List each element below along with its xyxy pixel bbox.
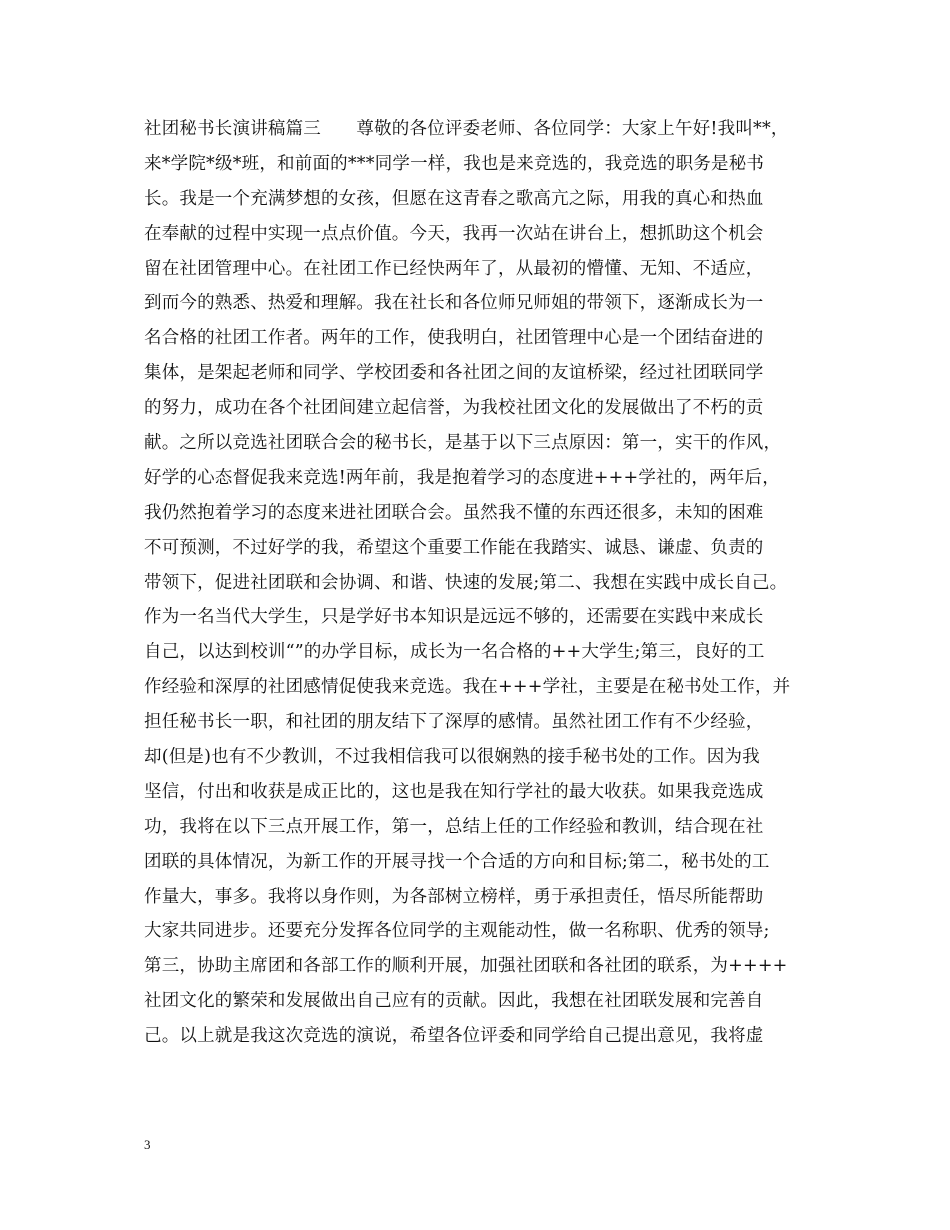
text-line: 担任秘书长一职，和社团的朋友结下了深厚的感情。虽然社团工作有不少经验， [144,712,764,733]
text-line: 自己，以达到校训“”的办学目标，成长为一名合格的++大学生;第三，良好的工 [144,642,765,663]
text-line: 带领下，促进社团联和会协调、和谐、快速的发展;第二、我想在实践中成长自己。 [144,572,788,593]
text-line: 献。之所以竞选社团联合会的秘书长，是基于以下三点原因：第一，实干的作风， [144,433,782,454]
text-line: 作经验和深厚的社团感情促使我来竞选。我在+++学社，主要是在秘书处工作，并 [144,677,791,698]
text-line: 社团文化的繁荣和发展做出自己应有的贡献。因此，我想在社团联发展和完善自 [144,991,764,1012]
text-line: 在奉献的过程中实现一点点价值。今天，我再一次站在讲台上，想抓助这个机会 [144,223,764,244]
text-line: 留在社团管理中心。在社团工作已经快两年了，从最初的懵懂、无知、不适应， [144,258,764,279]
text-line: 的努力，成功在各个社团间建立起信誉，为我校社团文化的发展做出了不朽的贡 [144,398,764,419]
text-line: 己。以上就是我这次竞选的演说，希望各位评委和同学给自己提出意见，我将虚 [144,1026,764,1047]
text-line: 长。我是一个充满梦想的女孩，但愿在这青春之歌高亢之际，用我的真心和热血 [144,188,764,209]
text-line: 作量大，事多。我将以身作则，为各部树立榜样，勇于承担责任，悟尽所能帮助 [144,886,764,907]
text-line: 功，我将在以下三点开展工作，第一，总结上任的工作经验和教训，结合现在社 [144,816,764,837]
text-line: 第三，协助主席团和各部工作的顺利开展，加强社团联和各社团的联系，为++++ [144,956,788,977]
text-line: 团联的具体情况，为新工作的开展寻找一个合适的方向和目标;第二，秘书处的工 [144,851,770,872]
text-line: 社团秘书长演讲稿篇三 尊敬的各位评委老师、各位同学：大家上午好!我叫**， [144,119,789,139]
text-line: 我仍然抱着学习的态度来进社团联合会。虽然我不懂的东西还很多，未知的困难 [144,502,764,523]
text-line: 到而今的熟悉、热爱和理解。我在社长和各位师兄师姐的带领下，逐渐成长为一 [144,293,764,314]
page-number: 3 [144,1137,151,1152]
text-line: 好学的心态督促我来竞选!两年前，我是抱着学习的态度进+++学社的，两年后， [144,467,780,488]
text-line: 坚信，付出和收获是成正比的，这也是我在知行学社的最大收获。如果我竞选成 [144,781,764,802]
text-line: 来*学院*级*班，和前面的***同学一样，我也是来竞选的，我竞选的职务是秘书 [144,153,765,174]
text-line: 作为一名当代大学生，只是学好书本知识是远远不够的，还需要在实践中来成长 [144,607,764,628]
text-line: 集体，是架起老师和同学、学校团委和各社团之间的友谊桥梁，经过社团联同学 [144,363,764,384]
text-line: 不可预测，不过好学的我，希望这个重要工作能在我踏实、诚恳、谦虚、负责的 [144,537,764,558]
text-line: 大家共同进步。还要充分发挥各位同学的主观能动性，做一名称职、优秀的领导; [144,921,770,942]
speech-body-text [144,112,824,1054]
text-line: 却(但是)也有不少教训，不过我相信我可以很娴熟的接手秘书处的工作。因为我 [144,747,760,768]
text-line: 名合格的社团工作者。两年的工作，使我明白，社团管理中心是一个团结奋进的 [144,328,764,349]
